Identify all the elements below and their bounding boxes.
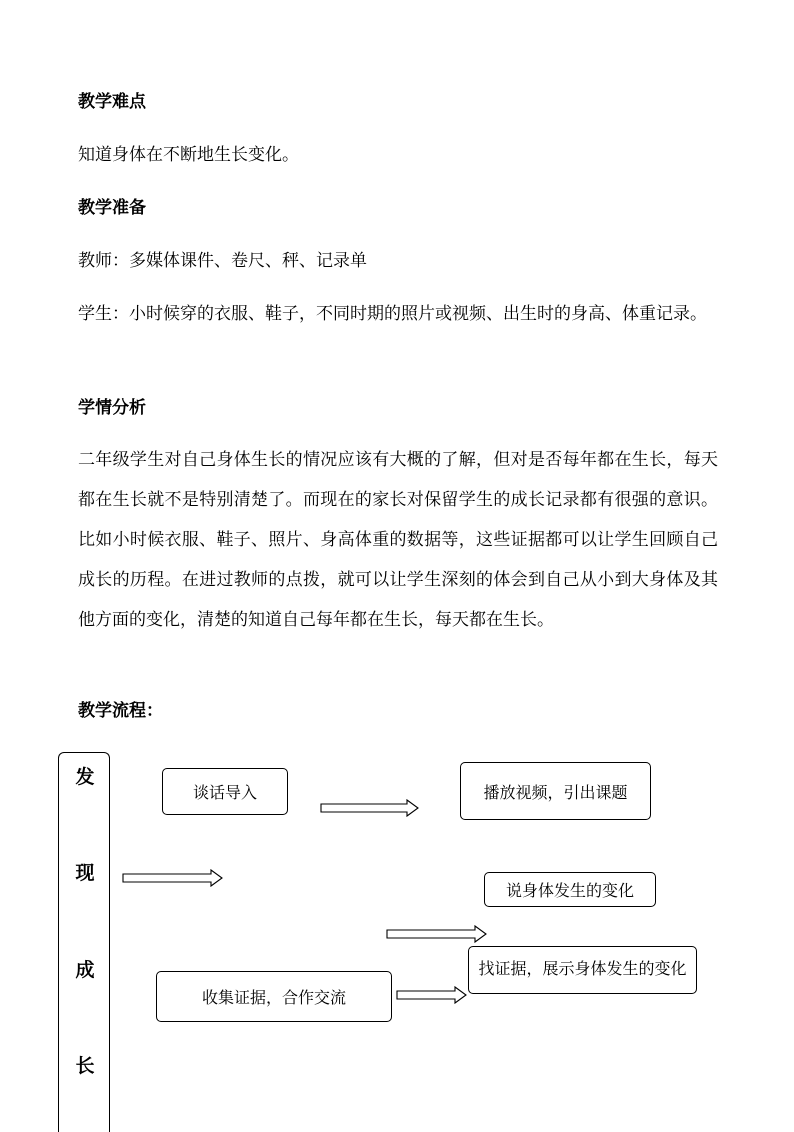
arrow-right-icon [386, 924, 488, 944]
arrow-right-icon [122, 868, 224, 888]
vertical-char-1: 发 [75, 766, 95, 788]
heading-difficulty: 教学难点 [78, 92, 146, 112]
heading-analysis: 学情分析 [78, 398, 146, 418]
flow-box-play-video: 播放视频，引出课题 [460, 762, 651, 820]
vertical-char-2: 现 [75, 862, 95, 884]
preparation-student: 学生：小时候穿的衣服、鞋子，不同时期的照片或视频、出生时的身高、体重记录。 [78, 304, 707, 324]
preparation-teacher: 教师：多媒体课件、卷尺、秤、记录单 [78, 251, 367, 271]
flow-box-collect-evidence: 收集证据，合作交流 [156, 971, 392, 1022]
vertical-char-4: 长 [75, 1055, 95, 1077]
flow-box-find-evidence: 找证据，展示身体发生的变化 [468, 946, 697, 994]
flow-vertical-label-box [58, 752, 110, 1132]
difficulty-text: 知道身体在不断地生长变化。 [78, 145, 299, 165]
vertical-char-3: 成 [75, 959, 95, 981]
heading-preparation: 教学准备 [78, 198, 146, 218]
arrow-right-icon [396, 985, 468, 1005]
flow-box-intro: 谈话导入 [162, 768, 288, 815]
arrow-right-icon [320, 798, 420, 818]
analysis-text: 二年级学生对自己身体生长的情况应该有大概的了解，但对是否每年都在生长，每天都在生长就不是特别清楚了。而现在的家长对保留学生的成长记录都有很强的意识。比如小时候衣服、鞋子、照片、身高体重的数据等，这些证据都可以让学生回顾自己成长的历程。在进过教师的点拨，就可以让学生深刻的体会到自己从小到大身体及其他方面的变化，清楚的知道自己每年都在生长，每天都在生长。 [78, 450, 718, 630]
flow-box-body-change: 说身体发生的变化 [484, 872, 656, 907]
heading-process: 教学流程： [78, 701, 163, 721]
